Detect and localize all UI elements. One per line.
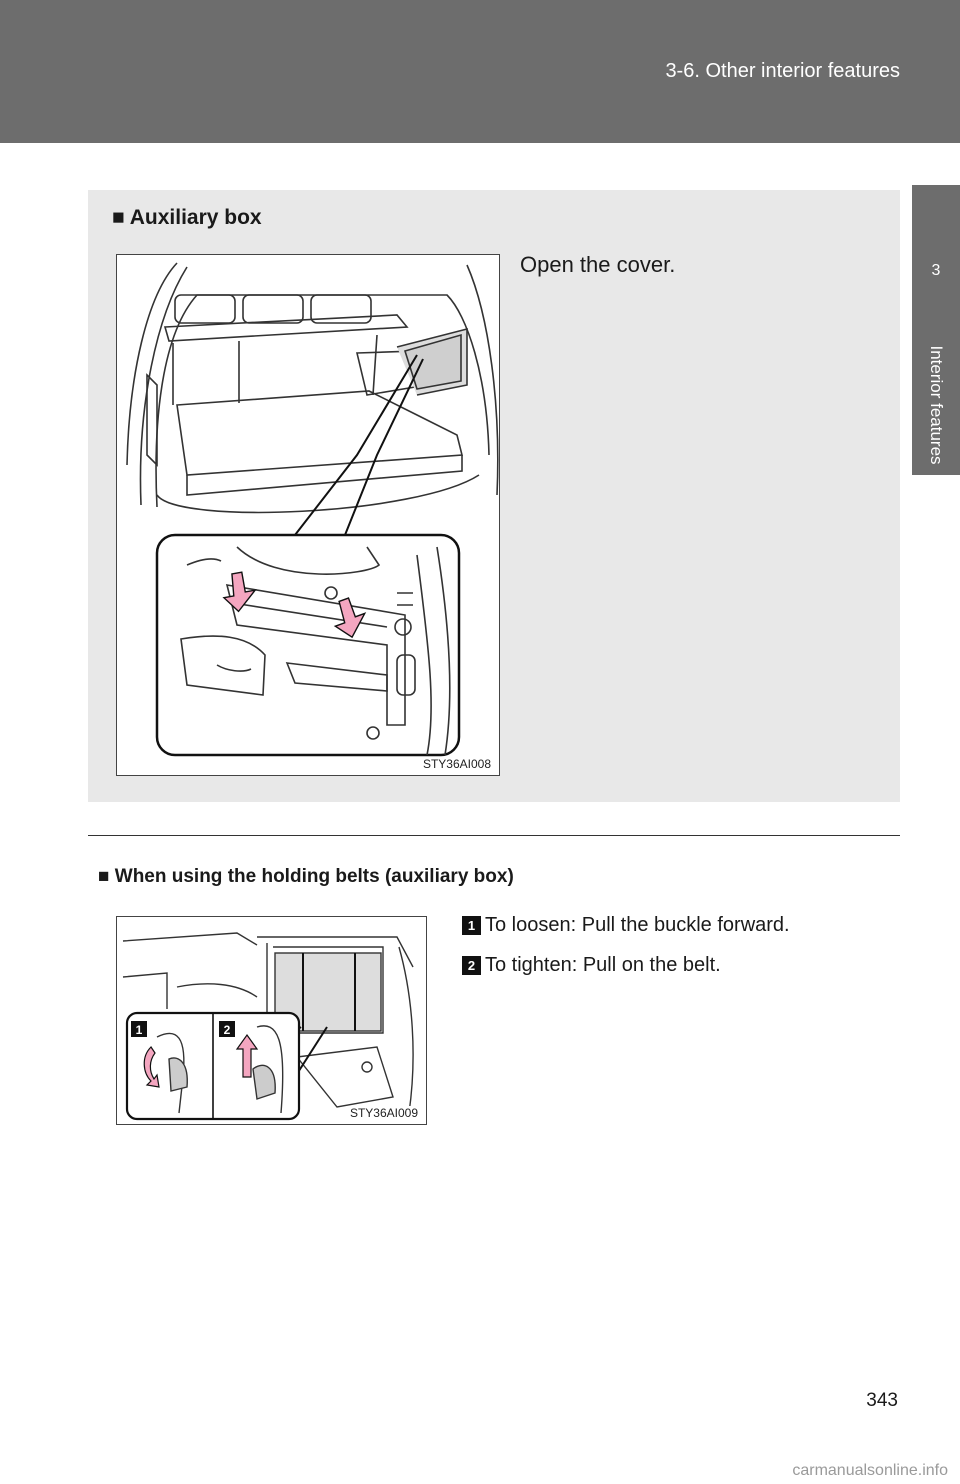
open-cover-instruction: Open the cover. <box>520 252 676 277</box>
auxiliary-box-heading: ■ Auxiliary box <box>112 206 262 229</box>
step-tighten <box>462 954 721 977</box>
step-loosen <box>462 914 790 937</box>
cargo-area-illustration <box>116 254 500 776</box>
holding-belts-illustration <box>116 916 427 1125</box>
chapter-label: Interior features <box>927 345 946 465</box>
holding-belts-drawing <box>117 917 428 1126</box>
watermark: carmanualsonline.info <box>792 1462 948 1479</box>
step-text-tighten: To tighten: Pull on the belt. <box>485 954 721 976</box>
figure-code: STY36AI009 <box>349 1106 418 1120</box>
callout-1-label: 1 <box>135 1023 143 1037</box>
page-header <box>0 0 960 143</box>
page-number: 343 <box>866 1390 898 1411</box>
holding-belts-heading: ■ When using the holding belts (auxiliary box) <box>98 866 514 887</box>
callout-2-label: 2 <box>223 1023 231 1037</box>
chapter-side-tab <box>912 143 960 1484</box>
section-divider <box>88 835 900 836</box>
cargo-area-drawing <box>117 255 501 777</box>
step-text-loosen: To loosen: Pull the buckle forward. <box>485 914 790 936</box>
step-badge-2: 2 <box>462 956 481 975</box>
step-badge-1: 1 <box>462 916 481 935</box>
figure-code: STY36AI008 <box>422 757 491 771</box>
section-title: 3-6. Other interior features <box>665 60 900 82</box>
chapter-number: 3 <box>931 262 941 279</box>
chapter-number-box <box>912 185 960 315</box>
